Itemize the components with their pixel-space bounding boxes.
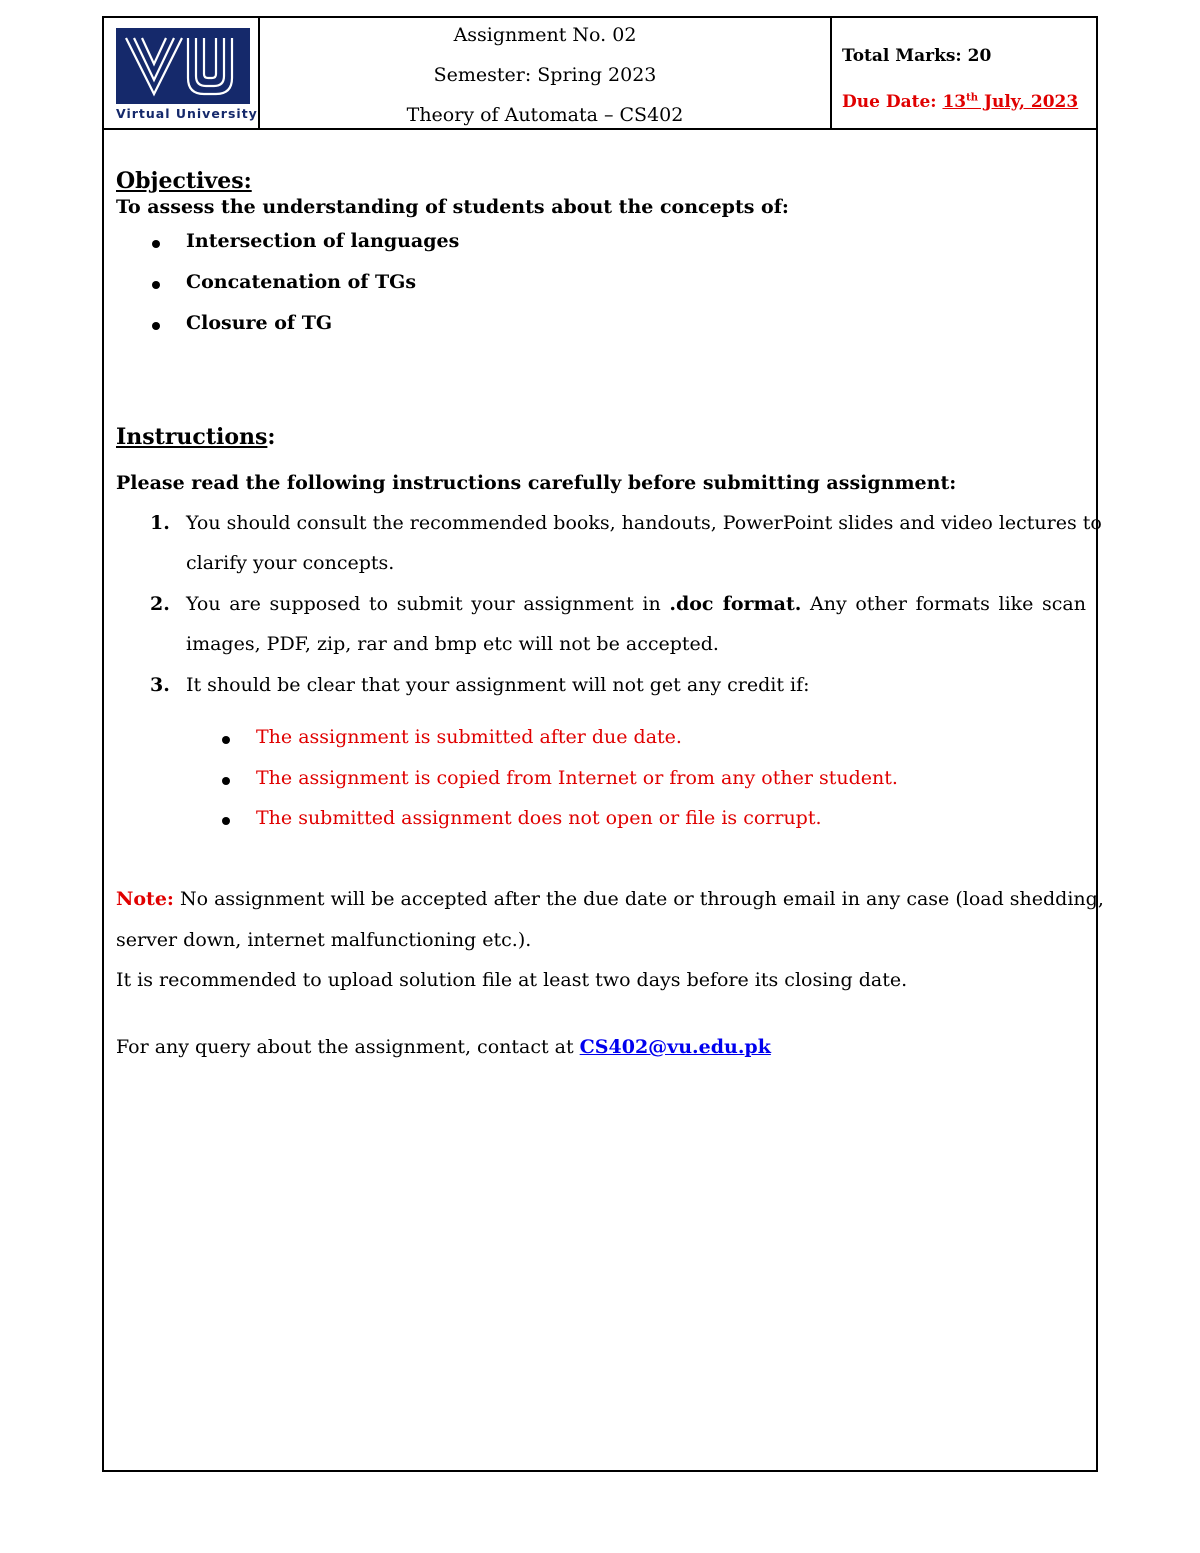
instructions-colon: : [267, 424, 276, 450]
note-line-2: server down, internet malfunctioning etc.). [116, 929, 532, 951]
objectives-intro: To assess the understanding of students about the concepts of: [116, 196, 789, 218]
instructions-heading-text: Instructions [116, 424, 268, 450]
document-frame [102, 16, 1104, 1472]
recommendation-text: It is recommended to upload solution file at least two days before its closing date. [116, 969, 908, 991]
instruction-2-text-c: Any other formats like scan [801, 593, 1086, 615]
item-number: 2. [150, 593, 170, 615]
total-marks: Total Marks: 20 [842, 46, 992, 66]
due-date [842, 92, 1078, 112]
instruction-2-line-2: images, PDF, zip, rar and bmp etc will not be accepted. [186, 633, 719, 655]
header-table [104, 18, 1096, 130]
credit-item: The submitted assignment does not open or file is corrupt. [256, 807, 822, 829]
instruction-2-text-a: You are supposed to submit your assignment in [186, 593, 670, 615]
bullet-icon [222, 777, 230, 785]
bullet-icon [152, 281, 160, 289]
due-label: Due Date: [842, 92, 943, 112]
logo-text: Virtual University [116, 106, 258, 121]
instruction-2-line-1 [186, 593, 1086, 615]
logo-cell [104, 18, 260, 128]
bullet-icon [152, 322, 160, 330]
objectives-heading: Objectives: [116, 168, 252, 194]
due-rest: July, 2023 [978, 92, 1079, 112]
instructions-intro: Please read the following instructions carefully before submitting assignment: [116, 472, 957, 494]
email-link[interactable]: CS402@vu.edu.pk [579, 1036, 771, 1058]
due-sup: th [966, 92, 979, 104]
due-day: 13 [942, 92, 967, 112]
due-value [942, 92, 1078, 112]
objective-item: Concatenation of TGs [186, 271, 417, 293]
instruction-1-line-1: You should consult the recommended books, handouts, PowerPoint slides and video lectures to [186, 512, 1102, 534]
instructions-heading [116, 424, 276, 450]
credit-item: The assignment is copied from Internet or from any other student. [256, 767, 898, 789]
contact-line [116, 1036, 771, 1058]
course-title: Theory of Automata – CS402 [406, 104, 684, 126]
note-label: Note: [116, 888, 174, 910]
contact-text: For any query about the assignment, contact at [116, 1036, 580, 1058]
semester: Semester: Spring 2023 [433, 64, 657, 86]
bullet-icon [222, 817, 230, 825]
item-number: 3. [150, 674, 170, 696]
doc-format-emphasis: .doc format. [669, 593, 802, 615]
note-line-1 [116, 888, 1104, 910]
bullet-icon [152, 240, 160, 248]
item-number: 1. [150, 512, 170, 534]
assignment-number: Assignment No. 02 [453, 24, 637, 46]
objective-item: Intersection of languages [186, 230, 460, 252]
title-cell [260, 18, 832, 128]
bullet-icon [222, 736, 230, 744]
instruction-3-line-1: It should be clear that your assignment will not get any credit if: [186, 674, 810, 696]
vu-letters-graphic [116, 28, 250, 104]
objective-item: Closure of TG [186, 312, 333, 334]
instruction-1-line-2: clarify your concepts. [186, 552, 395, 574]
marks-cell [832, 18, 1096, 128]
credit-item: The assignment is submitted after due date. [256, 726, 682, 748]
note-text: No assignment will be accepted after the due date or through email in any case (load shedding, [173, 888, 1104, 910]
vu-logo-mark [116, 28, 250, 104]
vu-logo [116, 28, 258, 121]
